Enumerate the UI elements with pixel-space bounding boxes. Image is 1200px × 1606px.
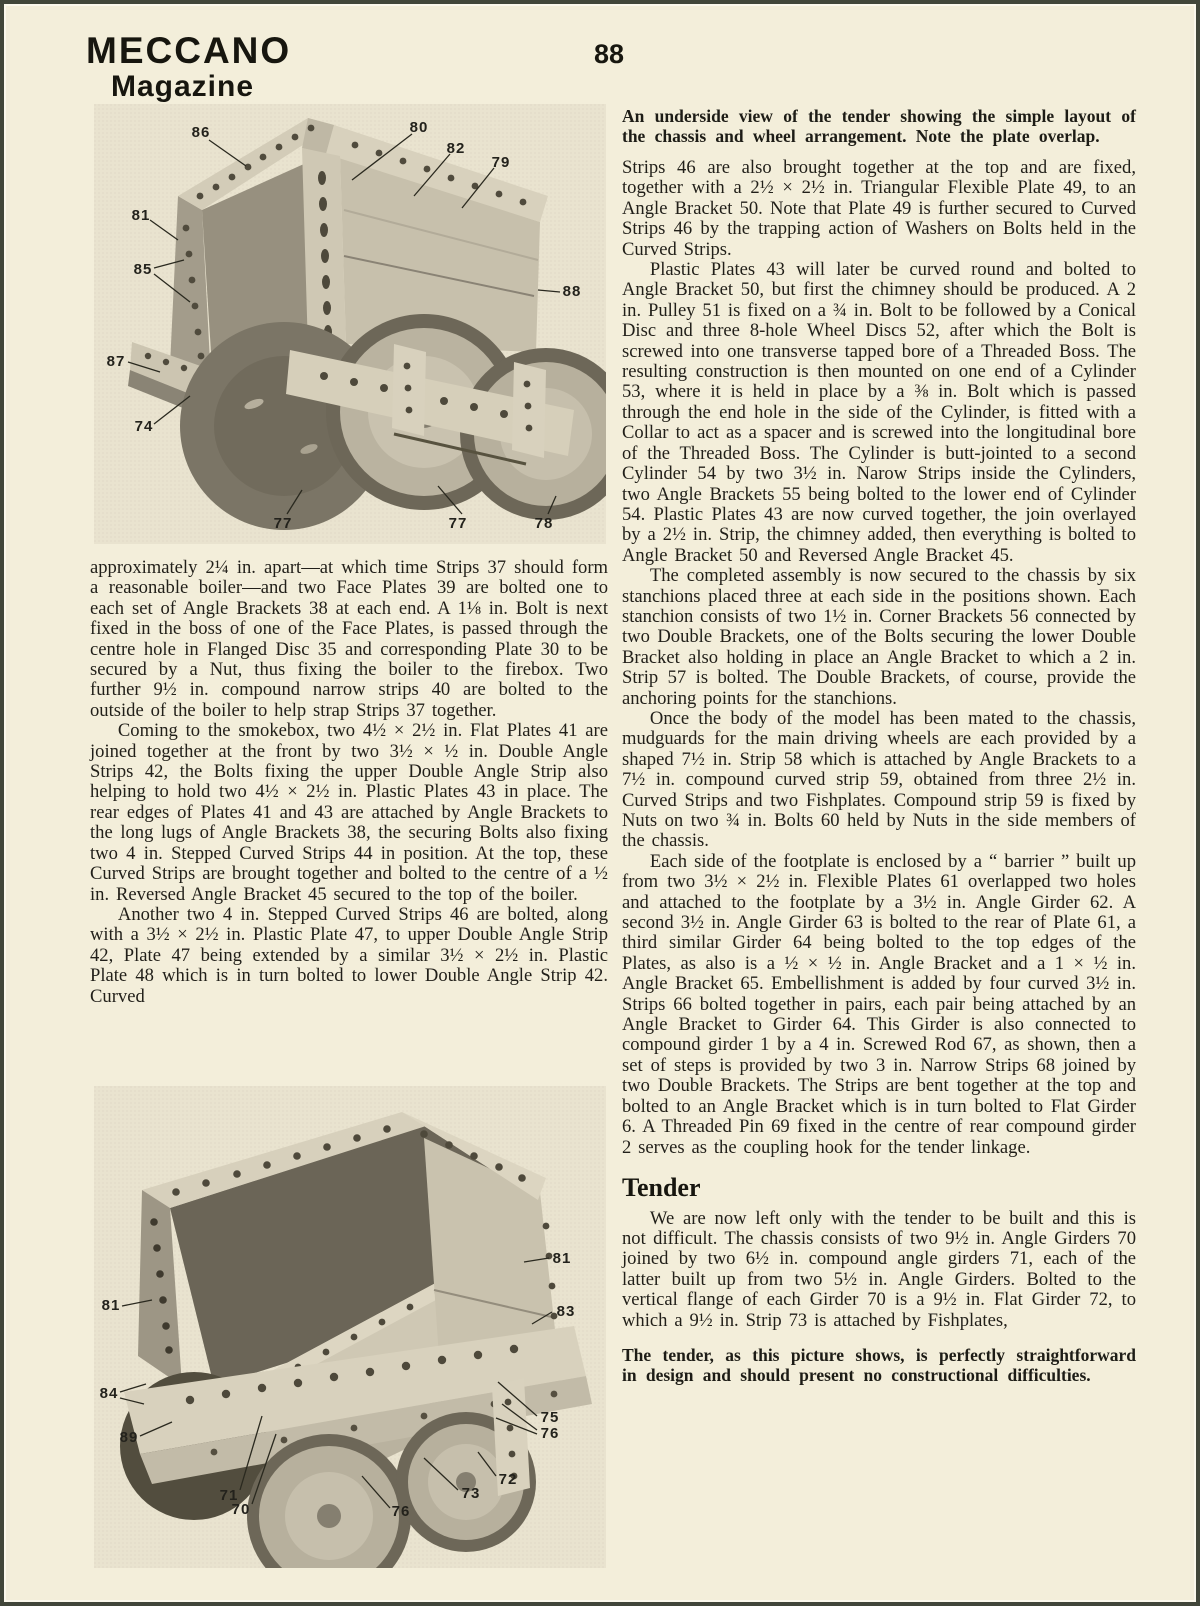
part-label: 74 [134,418,154,435]
magazine-logo [86,32,291,102]
paragraph: Once the body of the model has been mated to the chassis, mudguards for the main driving wheels are each provided by a shaped 7½ in. Strip 58 which is attached by Angle Brackets to a 7½ in. compound curved strip 59, obtained from three 2½ in. Curved Strips and two Fishplates. Compound strip 59 is fixed by Nuts on two ¾ in. Bolts 60 held by Nuts in the side members of the chassis. [622,707,1136,852]
part-label: 73 [461,1485,481,1502]
paragraph: Strips 46 are also brought together at the top and are fixed, together with a 2½ × 2½ in. Triangular Flexible Plate 49, to an Angle Bracket 50. Note that Plate 49 is further secured to Curved Strips 46 by the trapping action of Washers on Bolts held in the Curved Strips. [622,157,1136,260]
left-column [90,558,608,1007]
part-label: 72 [498,1471,518,1488]
paragraph: Each side of the footplate is enclosed by a “ barrier ” built up from two 3½ × 2½ in. Flexible Plates 61 overlapped two holes and attached to the footplate by a 3½ in. Angle Girder 62. A second 3½ in. Angle Girder 63 is bolted to the rear of Plate 61, a third similar Girder 64 being bolted to the top edges of the Plates, as also is a ½ × ½ in. Angle Bracket and a 1 × ½ in. Angle Bracket 65. Embellishment is added by four curved 3½ in. Strips 66 bolted together in pairs, each pair being attached by an Angle Bracket to Girder 64. This Girder is also connected to compound girder 1 by a 4 in. Screwed Rod 67, as shown, then a set of steps is provided by two 3 in. Narrow Strips 68 joined by two Double Brackets. The Strips are bent together at the top and bolted to an Angle Bracket which is in turn bolted to Flat Girder 6. A Threaded Pin 69 fixed in the centre of rear compound girder 2 serves as the coupling hook for the tender linkage. [622,850,1136,1158]
part-label: 86 [191,124,211,141]
part-label: 87 [106,353,126,370]
part-label: 83 [556,1303,576,1320]
part-label: 89 [119,1429,139,1446]
photo-caption-bottom: The tender, as this picture shows, is perfectly straightforward in design and should present no constructional difficulties. [622,1344,1136,1385]
photo-caption-top: An underside view of the tender showing the simple layout of the chassis and wheel arrangement. Note the plate overlap. [622,106,1136,146]
right-column [622,106,1136,1385]
part-label: 85 [133,261,153,278]
part-label: 70 [231,1501,251,1518]
page-background [4,4,1196,1602]
paragraph: approximately 2¼ in. apart—at which time Strips 37 should form a reasonable boiler—and two Face Plates 39 are bolted one to each set of Angle Brackets 38 at each end. A 1⅛ in. Bolt is next fixed in the boss of one of the Face Plates, is passed through the centre hole in Flanged Disc 35 and corresponding Plate 30 to be secured by a Nut, thus fixing the boiler to the firebox. Two further 9½ in. compound narrow strips 40 are bolted to the outside of the boiler to help strap Strips 37 together. [90,557,608,721]
part-label: 77 [273,515,293,532]
part-label: 76 [391,1503,411,1520]
part-label: 81 [101,1297,121,1314]
paragraph: We are now left only with the tender to be built and this is not difficult. The chassis consists of two 9½ in. Angle Girders 70 joined by two 6½ in. compound angle girders 71, each of the latter built up from two 5½ in. Angle Girders. Bolted to the vertical flange of each Girder 70 is a 9½ in. Flat Girder 72, to which a 9½ in. Strip 73 is attached by Fishplates, [622,1207,1136,1331]
part-label: 78 [534,515,554,532]
section-heading-tender: Tender [622,1172,701,1202]
part-label: 81 [131,207,151,224]
part-label: 76 [540,1425,560,1442]
part-label: 79 [491,154,511,171]
part-label: 88 [562,283,582,300]
page-number: 88 [594,39,625,69]
photo-tender-image [94,1086,606,1568]
part-label: 82 [446,140,466,157]
magazine-logo-line1: MECCANO [86,30,292,71]
paragraph: Plastic Plates 43 will later be curved round and bolted to Angle Bracket 50, but first the chimney should be produced. A 2 in. Pulley 51 is fixed on a ¾ in. Bolt to be followed by a Conical Disc and three 8-hole Wheel Discs 52, after which the Bolt is screwed into one transverse tapped bore of a Threaded Boss. The resulting construction is then mounted on one end of a Cylinder 53, where it is held in place by a ⅜ in. Bolt which is passed through the end hole in the side of the Cylinder, is fitted with a Collar to act as a spacer and is screwed into the longitudinal bore of the Threaded Boss. The Cylinder is butt-jointed to a second Cylinder 54 by two 3½ in. Narow Strips inside the Cylinders, two Angle Brackets 55 being bolted to the lower end of Cylinder 54. Plastic Plates 43 are now curved together, the join overlayed by a 2½ in. Strip, the chimney added, then everything is bolted to Angle Bracket 50 and Reversed Angle Bracket 45. [622,259,1136,566]
photo-underside-view [94,104,606,544]
photo-underside-view-image [94,104,606,544]
part-label: 77 [448,515,468,532]
photo-tender [94,1086,606,1568]
part-label: 84 [99,1385,119,1402]
part-label: 80 [409,119,429,136]
magazine-logo-line2: Magazine [111,70,255,103]
part-label: 75 [540,1409,560,1426]
paragraph: The completed assembly is now secured to the chassis by six stanchions placed three at each side in the positions shown. Each stanchion consists of two 1½ in. Corner Brackets 56 connected by two Double Brackets, one of the Bolts securing the lower Double Bracket also holding in place an Angle Bracket to which a 2 in. Strip 57 is bolted. The Double Brackets, of course, provide the anchoring points for the stanchions. [622,565,1136,709]
part-label: 81 [552,1250,572,1267]
paragraph: Coming to the smokebox, two 4½ × 2½ in. Flat Plates 41 are joined together at the front by two 3½ × ½ in. Double Angle Strips 42, the Bolts fixing the upper Double Angle Strip also helping to hold two 4½ × 2½ in. Plastic Plates 43 in place. The rear edges of Plates 41 and 43 are attached by Angle Brackets to the long lugs of Angle Brackets 38, the securing Bolts also fixing two 4 in. Stepped Curved Strips 44 in position. At the top, these Curved Strips are brought together and bolted to the centre of a ½ in. Reversed Angle Bracket 45 secured to the top of the boiler. [90,720,608,905]
part-label: 71 [219,1487,239,1504]
paragraph: Another two 4 in. Stepped Curved Strips 46 are bolted, along with a 3½ × 2½ in. Plastic Plate 47, to upper Double Angle Strip 42, Plate 47 being extended by a similar 3½ × 2½ in. Plastic Plate 48 which is in turn bolted to lower Double Angle Strip 42. Curved [90,903,608,1007]
